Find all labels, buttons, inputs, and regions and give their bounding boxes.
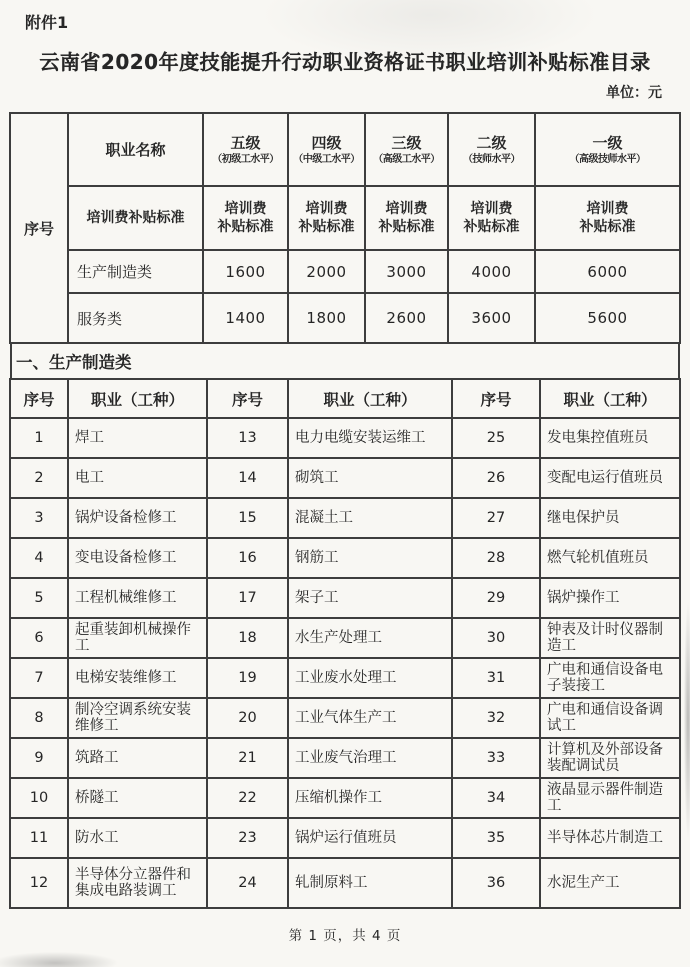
occupation-name: 燃气轮机值班员 <box>540 538 680 578</box>
level-header-3 <box>365 113 448 186</box>
occupation-no: 33 <box>452 738 540 778</box>
occupation-no: 27 <box>452 498 540 538</box>
occupation-name: 电工 <box>68 458 207 498</box>
level-header-4 <box>288 113 365 186</box>
col-header-occupation: 职业（工种） <box>540 379 680 418</box>
col-header-seq: 序号 <box>452 379 540 418</box>
subsidy-value: 1600 <box>203 250 288 293</box>
fee-row-label: 培训费补贴标准 <box>68 186 203 250</box>
occupation-no: 35 <box>452 818 540 858</box>
level-header-5 <box>203 113 288 186</box>
level-name: 三级 <box>391 133 422 152</box>
level-header-2 <box>448 113 535 186</box>
fee-label-cell <box>203 186 288 250</box>
occupation-no: 9 <box>10 738 68 778</box>
seq-header-cell: 序号 <box>10 113 68 343</box>
level-name: 四级 <box>311 133 342 152</box>
occupation-no: 31 <box>452 658 540 698</box>
col-header-seq: 序号 <box>207 379 288 418</box>
col-header-occupation: 职业（工种） <box>288 379 452 418</box>
occupation-no: 3 <box>10 498 68 538</box>
occupation-table-body <box>10 418 680 908</box>
occupation-no: 20 <box>207 698 288 738</box>
category-label: 服务类 <box>68 293 203 343</box>
subsidy-value: 3000 <box>365 250 448 293</box>
attachment-label: 附件1 <box>25 13 69 32</box>
occupation-name: 砌筑工 <box>288 458 452 498</box>
col-header-occupation: 职业（工种） <box>68 379 207 418</box>
occupation-no: 8 <box>10 698 68 738</box>
fee-label-cell <box>365 186 448 250</box>
occupation-name: 轧制原料工 <box>288 858 452 908</box>
occupation-no: 2 <box>10 458 68 498</box>
level-name: 二级 <box>476 133 507 152</box>
occupation-name: 变电设备检修工 <box>68 538 207 578</box>
subsidy-value: 1400 <box>203 293 288 343</box>
level-sub: （高级技师水平） <box>569 153 646 165</box>
fee-line1: 培训费 <box>224 201 267 217</box>
occupation-name: 发电集控值班员 <box>540 418 680 458</box>
occupation-name: 锅炉设备检修工 <box>68 498 207 538</box>
occupation-name: 水生产处理工 <box>288 618 452 658</box>
occupation-name: 工业气体生产工 <box>288 698 452 738</box>
occupation-name: 锅炉运行值班员 <box>288 818 452 858</box>
occupation-no: 11 <box>10 818 68 858</box>
occupation-name: 液晶显示器件制造工 <box>540 778 680 818</box>
subsidy-value: 2000 <box>288 250 365 293</box>
occupation-name: 架子工 <box>288 578 452 618</box>
occupation-no: 1 <box>10 418 68 458</box>
subsidy-row-manufacturing <box>10 250 680 293</box>
occupation-no: 7 <box>10 658 68 698</box>
subsidy-value: 1800 <box>288 293 365 343</box>
occupation-no: 12 <box>10 858 68 908</box>
occupation-no: 23 <box>207 818 288 858</box>
level-sub: （中级工水平） <box>293 153 360 165</box>
occupation-name: 计算机及外部设备装配调试员 <box>540 738 680 778</box>
unit-label: 单位：元 <box>606 85 662 101</box>
occupation-no: 32 <box>452 698 540 738</box>
occupation-name: 防水工 <box>68 818 207 858</box>
occupation-table <box>9 378 681 909</box>
occupation-name: 变配电运行值班员 <box>540 458 680 498</box>
subsidy-value: 5600 <box>535 293 680 343</box>
occupation-name: 广电和通信设备电子装接工 <box>540 658 680 698</box>
subsidy-value: 3600 <box>448 293 535 343</box>
occupation-name: 工业废水处理工 <box>288 658 452 698</box>
category-label: 生产制造类 <box>68 250 203 293</box>
occupation-row <box>10 818 680 858</box>
occupation-name: 半导体芯片制造工 <box>540 818 680 858</box>
occupation-name: 水泥生产工 <box>540 858 680 908</box>
occupation-name: 筑路工 <box>68 738 207 778</box>
fee-line2: 补贴标准 <box>378 219 435 235</box>
occupation-name: 桥隧工 <box>68 778 207 818</box>
occupation-no: 15 <box>207 498 288 538</box>
occupation-name: 电梯安装维修工 <box>68 658 207 698</box>
occupation-row <box>10 498 680 538</box>
occupation-row <box>10 538 680 578</box>
subsidy-value: 6000 <box>535 250 680 293</box>
subsidy-standard-table <box>9 112 681 344</box>
level-sub: （技师水平） <box>463 153 520 165</box>
occupation-header-row <box>10 379 680 418</box>
occupation-no: 14 <box>207 458 288 498</box>
subsidy-value: 2600 <box>365 293 448 343</box>
fee-line2: 补贴标准 <box>298 219 355 235</box>
level-name: 一级 <box>592 133 623 152</box>
occupation-no: 18 <box>207 618 288 658</box>
occupation-row <box>10 618 680 658</box>
occupation-name: 工程机械维修工 <box>68 578 207 618</box>
occupation-name: 广电和通信设备调试工 <box>540 698 680 738</box>
occupation-row <box>10 778 680 818</box>
occupation-row <box>10 578 680 618</box>
occupation-no: 22 <box>207 778 288 818</box>
fee-label-row <box>10 186 680 250</box>
section-header: 一、生产制造类 <box>10 342 680 380</box>
fee-line1: 培训费 <box>470 201 513 217</box>
occupation-no: 13 <box>207 418 288 458</box>
occupation-name: 焊工 <box>68 418 207 458</box>
occupation-no: 4 <box>10 538 68 578</box>
level-name: 五级 <box>230 133 261 152</box>
subsidy-row-service <box>10 293 680 343</box>
occupation-no: 21 <box>207 738 288 778</box>
occupation-no: 6 <box>10 618 68 658</box>
fee-label-cell <box>535 186 680 250</box>
fee-label-cell <box>448 186 535 250</box>
occupation-name: 起重装卸机械操作工 <box>68 618 207 658</box>
occupation-no: 16 <box>207 538 288 578</box>
occupation-no: 26 <box>452 458 540 498</box>
occupation-row <box>10 858 680 908</box>
occupation-name: 继电保护员 <box>540 498 680 538</box>
occupation-row <box>10 458 680 498</box>
fee-line2: 补贴标准 <box>217 219 274 235</box>
occupation-no: 29 <box>452 578 540 618</box>
occupation-name-header: 职业名称 <box>68 113 203 186</box>
occupation-name: 半导体分立器件和集成电路装调工 <box>68 858 207 908</box>
occupation-no: 17 <box>207 578 288 618</box>
occupation-no: 36 <box>452 858 540 908</box>
occupation-no: 30 <box>452 618 540 658</box>
fee-line2: 补贴标准 <box>463 219 520 235</box>
occupation-name: 压缩机操作工 <box>288 778 452 818</box>
occupation-name: 锅炉操作工 <box>540 578 680 618</box>
level-sub: （高级工水平） <box>373 153 440 165</box>
occupation-no: 34 <box>452 778 540 818</box>
occupation-row <box>10 418 680 458</box>
occupation-name: 混凝土工 <box>288 498 452 538</box>
occupation-no: 10 <box>10 778 68 818</box>
occupation-no: 5 <box>10 578 68 618</box>
subsidy-header-row <box>10 113 680 186</box>
occupation-name: 电力电缆安装运维工 <box>288 418 452 458</box>
fee-line1: 培训费 <box>305 201 348 217</box>
occupation-no: 28 <box>452 538 540 578</box>
subsidy-value: 4000 <box>448 250 535 293</box>
fee-line2: 补贴标准 <box>579 219 636 235</box>
occupation-name: 工业废气治理工 <box>288 738 452 778</box>
col-header-seq: 序号 <box>10 379 68 418</box>
occupation-name: 钢筋工 <box>288 538 452 578</box>
occupation-no: 24 <box>207 858 288 908</box>
page-title: 云南省2020年度技能提升行动职业资格证书职业培训补贴标准目录 <box>39 50 651 74</box>
occupation-row <box>10 658 680 698</box>
fee-line1: 培训费 <box>586 201 629 217</box>
fee-line1: 培训费 <box>385 201 428 217</box>
occupation-row <box>10 698 680 738</box>
fee-label-cell <box>288 186 365 250</box>
level-sub: （初级工水平） <box>212 153 279 165</box>
page-footer: 第 1 页，共 4 页 <box>288 928 402 944</box>
occupation-name: 钟表及计时仪器制造工 <box>540 618 680 658</box>
occupation-no: 19 <box>207 658 288 698</box>
occupation-row <box>10 738 680 778</box>
occupation-name: 制冷空调系统安装维修工 <box>68 698 207 738</box>
occupation-no: 25 <box>452 418 540 458</box>
level-header-1 <box>535 113 680 186</box>
